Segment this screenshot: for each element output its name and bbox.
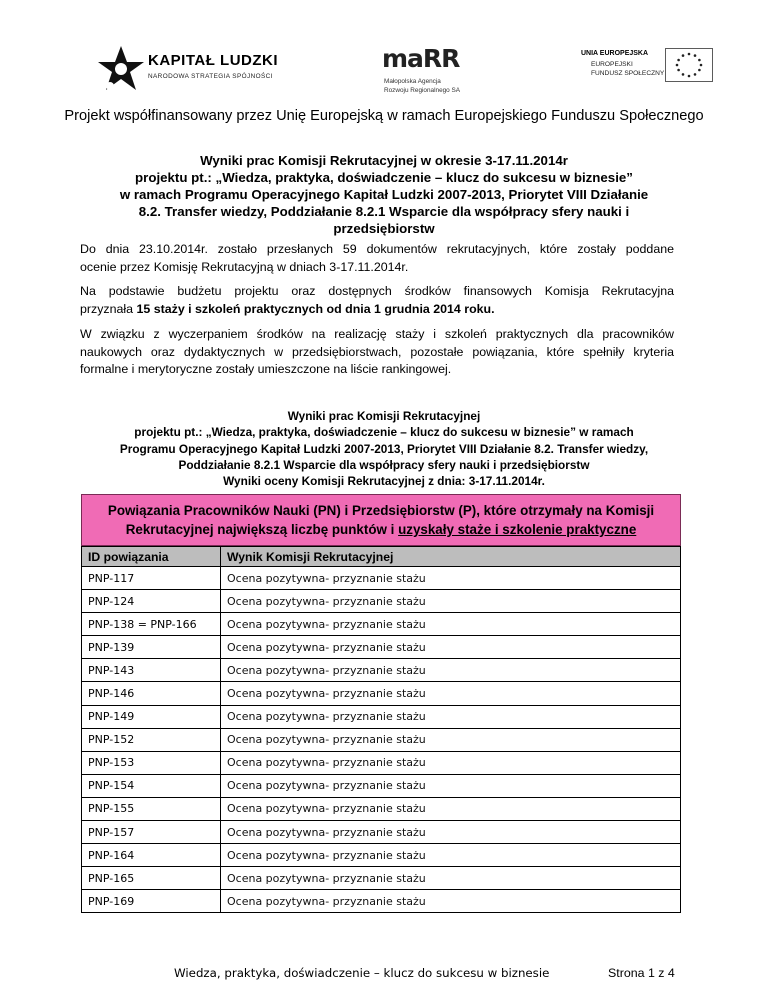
cell-id: PNP-143: [82, 659, 221, 682]
eu-fund-line1: EUROPEJSKI: [591, 61, 633, 68]
cell-result: Ocena pozytywna- przyznanie stażu: [221, 682, 681, 705]
cell-id: PNP-154: [82, 774, 221, 797]
cell-result: Ocena pozytywna- przyznanie stażu: [221, 844, 681, 867]
paragraph-line: Na podstawie budżetu projektu oraz dostępnych środków finansowych Komisja Rekrutacyjna: [80, 284, 674, 298]
marr-name-line2: Rozwoju Regionalnego SA: [384, 87, 461, 94]
eu-logo: [567, 48, 717, 98]
caption-text: Rekrutacyjnej największą liczbę punktów i: [125, 522, 399, 537]
table-row: [82, 797, 681, 820]
cell-id: PNP-124: [82, 590, 221, 613]
kapital-ludzki-logo: [96, 44, 306, 96]
eu-fund-line2: FUNDUSZ SPOŁECZNY: [591, 70, 665, 77]
table-body: [82, 567, 681, 913]
table-row: [82, 867, 681, 890]
table-row: [82, 613, 681, 636]
subtitle-line: Poddziałanie 8.2.1 Wsparcie dla współpracy sfery nauki i przedsiębiorstw: [178, 457, 590, 472]
eu-flag-icon: [665, 48, 713, 82]
paragraph-ranking: [80, 326, 674, 379]
page-number: Strona 1 z 4: [608, 966, 675, 980]
kapital-ludzki-title: KAPITAŁ LUDZKI: [148, 52, 279, 69]
logo-strip: [0, 38, 768, 108]
cell-id: PNP-153: [82, 751, 221, 774]
cell-result: Ocena pozytywna- przyznanie stażu: [221, 890, 681, 913]
table-header-row: [82, 547, 681, 567]
title-line: w ramach Programu Operacyjnego Kapitał Ludzki 2007-2013, Priorytet VIII Działanie: [119, 187, 649, 202]
cell-id: PNP-155: [82, 797, 221, 820]
paragraph-line: W związku z wyczerpaniem środków na realizację staży i szkoleń praktycznych dla pracowników: [80, 327, 674, 341]
cell-id: PNP-146: [82, 682, 221, 705]
cofinancing-header: Projekt współfinansowany przez Unię Europejską w ramach Europejskiego Funduszu Społecznego: [64, 108, 704, 124]
caption-line: Powiązania Pracowników Nauki (PN) i Przedsiębiorstw (P), które otrzymały na Komisji: [107, 503, 655, 518]
cell-result: Ocena pozytywna- przyznanie stażu: [221, 751, 681, 774]
paragraph-line: naukowych oraz dydaktycznych w przedsiębiorstwach, pozostałe powiązania, które spełniły kryteria: [80, 344, 674, 359]
cell-id: PNP-152: [82, 728, 221, 751]
cell-result: Ocena pozytywna- przyznanie stażu: [221, 590, 681, 613]
cell-result: Ocena pozytywna- przyznanie stażu: [221, 567, 681, 590]
cell-result: Ocena pozytywna- przyznanie stażu: [221, 659, 681, 682]
paragraph-line: Do dnia 23.10.2014r. zostało przesłanych 59 dokumentów rekrutacyjnych, które zostały poddane: [80, 242, 674, 256]
table-row: [82, 728, 681, 751]
cell-id: PNP-165: [82, 867, 221, 890]
cell-id: PNP-157: [82, 821, 221, 844]
cell-result: Ocena pozytywna- przyznanie stażu: [221, 705, 681, 728]
subtitle-line: projektu pt.: „Wiedza, praktyka, doświadczenie – klucz do sukcesu w biznesie” w ramach: [134, 425, 634, 440]
kapital-ludzki-star-icon: [96, 44, 146, 96]
table-row: [82, 705, 681, 728]
subtitle-line: Programu Operacyjnego Kapitał Ludzki 2007-2013, Priorytet VIII Działanie 8.2. Transfer wiedzy,: [119, 441, 649, 456]
results-subtitle: [60, 408, 708, 489]
eu-title: UNIA EUROPEJSKA: [581, 50, 649, 57]
marr-wordmark: maRR: [382, 44, 460, 73]
cell-result: Ocena pozytywna- przyznanie stażu: [221, 867, 681, 890]
paragraph-line: [80, 301, 674, 319]
table-row: [82, 751, 681, 774]
title-line: przedsiębiorstw: [333, 221, 435, 236]
footer-project-name: Wiedza, praktyka, doświadczenie – klucz do sukcesu w biznesie: [174, 966, 550, 980]
table-row: [82, 890, 681, 913]
table-row: [82, 844, 681, 867]
cell-result: Ocena pozytywna- przyznanie stażu: [221, 821, 681, 844]
cell-result: Ocena pozytywna- przyznanie stażu: [221, 613, 681, 636]
cell-id: PNP-164: [82, 844, 221, 867]
table-row: [82, 821, 681, 844]
title-line: Wyniki prac Komisji Rekrutacyjnej w okresie 3-17.11.2014r: [200, 153, 568, 168]
kapital-ludzki-subtitle: NARODOWA STRATEGIA SPÓJNOŚCI: [148, 73, 273, 80]
paragraph-budget: [80, 283, 674, 318]
marr-name-line1: Małopolska Agencja: [384, 78, 441, 85]
column-header-id: ID powiązania: [82, 547, 221, 567]
cell-id: PNP-169: [82, 890, 221, 913]
caption-line: [82, 520, 680, 539]
cell-id: PNP-117: [82, 567, 221, 590]
paragraph-submissions: [80, 241, 674, 276]
cell-id: PNP-138 = PNP-166: [82, 613, 221, 636]
cell-result: Ocena pozytywna- przyznanie stażu: [221, 774, 681, 797]
table-row: [82, 590, 681, 613]
title-line: projektu pt.: „Wiedza, praktyka, doświadczenie – klucz do sukcesu w biznesie”: [135, 170, 633, 185]
table-row: [82, 682, 681, 705]
cell-result: Ocena pozytywna- przyznanie stażu: [221, 728, 681, 751]
marr-logo: [380, 44, 490, 100]
cell-result: Ocena pozytywna- przyznanie stażu: [221, 636, 681, 659]
document-title: [60, 152, 708, 237]
subtitle-line: Wyniki prac Komisji Rekrutacyjnej: [287, 409, 481, 423]
paragraph-text: przyznała: [80, 301, 137, 316]
title-line: 8.2. Transfer wiedzy, Poddziałanie 8.2.1 Wsparcie dla współpracy sfery nauki i: [138, 204, 630, 219]
cell-result: Ocena pozytywna- przyznanie stażu: [221, 797, 681, 820]
column-header-result: Wynik Komisji Rekrutacyjnej: [221, 547, 681, 567]
results-table: [81, 546, 681, 913]
caption-underlined-text: uzyskały staże i szkolenie praktyczne: [398, 522, 637, 537]
table-row: [82, 659, 681, 682]
paragraph-line: ocenie przez Komisję Rekrutacyjną w dniach 3-17.11.2014r.: [80, 259, 409, 274]
table-row: [82, 636, 681, 659]
results-table-caption: [81, 494, 681, 546]
table-row: [82, 567, 681, 590]
paragraph-bold-text: 15 staży i szkoleń praktycznych od dnia 1 grudnia 2014 roku.: [136, 301, 495, 316]
table-row: [82, 774, 681, 797]
paragraph-line: formalne i merytoryczne zostały umieszczone na liście rankingowej.: [80, 362, 452, 376]
cell-id: PNP-149: [82, 705, 221, 728]
cell-id: PNP-139: [82, 636, 221, 659]
subtitle-line: Wyniki oceny Komisji Rekrutacyjnej z dnia: 3-17.11.2014r.: [223, 474, 545, 489]
